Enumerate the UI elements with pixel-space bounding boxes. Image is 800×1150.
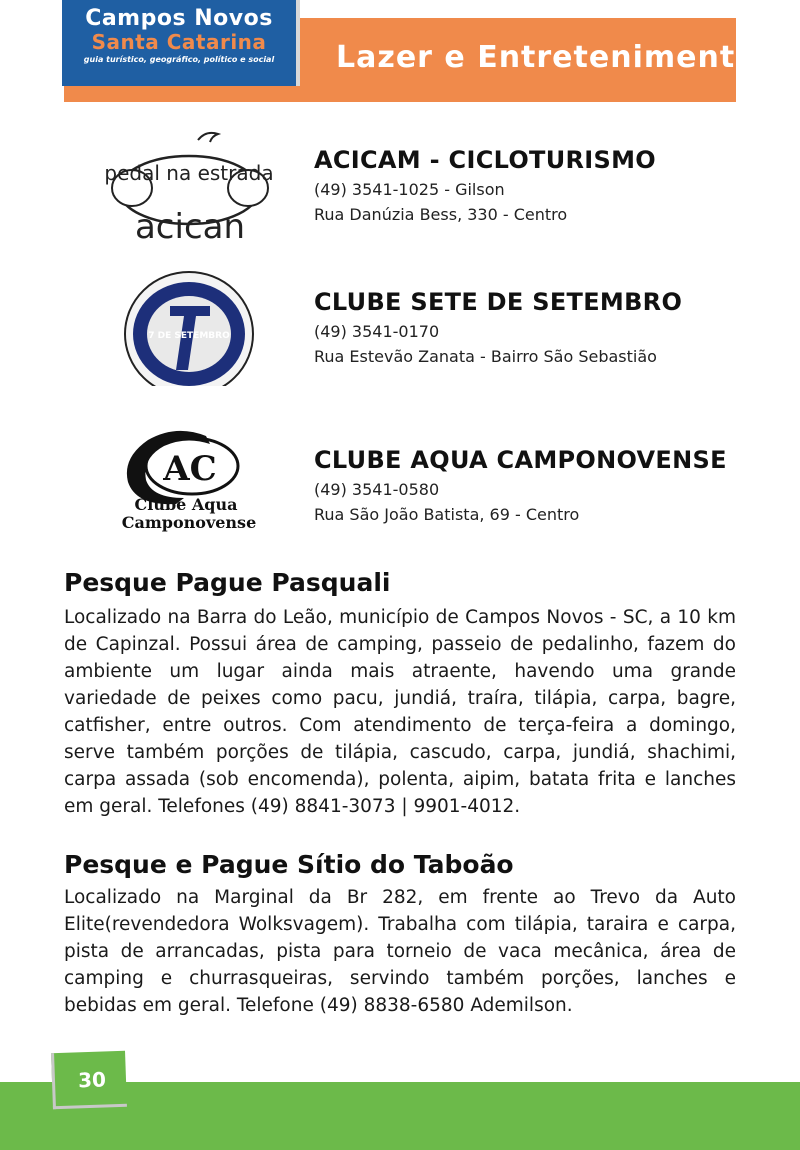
club-entry-acicam (0, 122, 800, 262)
club-name: CLUBE AQUA CAMPONOVENSE (314, 446, 727, 474)
svg-text:pedal na estrada: pedal na estrada (106, 161, 272, 185)
svg-text:Clube Aqua: Clube Aqua (134, 495, 238, 514)
brand-subtitle: Santa Catarina (91, 30, 267, 54)
club-address: Rua São João Batista, 69 - Centro (314, 505, 580, 524)
svg-text:AC: AC (163, 449, 217, 489)
club-entry-sete-de-setembro (0, 264, 800, 404)
club-entry-aqua-camponovense (0, 422, 800, 562)
round-emblem-logo-icon (106, 266, 272, 386)
club-address: Rua Estevão Zanata - Bairro São Sebastião (314, 347, 657, 366)
brand-tagline: guia turístico, geográfico, político e social (83, 55, 275, 64)
club-phone: (49) 3541-1025 - Gilson (314, 180, 505, 199)
article-body: Localizado na Marginal da Br 282, em frente ao Trevo da Auto Elite(revendedora Wolksvagem). Trabalha com tilápia, taraira e carpa, pista de arrancadas, pista para torneio de vaca mecânica, área de camping e churrasqueiras, servindo também porções, lanches e bebidas em geral. Telefone (49) 8838-6580 Ademilson. (64, 887, 736, 1016)
bicycle-logo-icon (106, 126, 272, 246)
page-number: 30 (77, 1067, 107, 1093)
club-name: CLUBE SETE DE SETEMBRO (314, 288, 683, 316)
club-name: ACICAM - CICLOTURISMO (314, 146, 656, 174)
club-phone: (49) 3541-0170 (314, 322, 440, 341)
club-address: Rua Danúzia Bess, 330 - Centro (314, 205, 568, 224)
section-title: Lazer e Entretenimento (336, 40, 757, 75)
article-title: Pesque e Pague Sítio do Taboão (64, 850, 514, 879)
ac-monogram-logo-icon (106, 422, 272, 542)
svg-text:acican: acican (134, 207, 246, 246)
svg-text:7 DE SETEMBRO: 7 DE SETEMBRO (148, 331, 230, 341)
svg-text:Camponovense: Camponovense (121, 513, 257, 532)
article-title: Pesque Pague Pasquali (64, 568, 391, 597)
brand-title: Campos Novos (85, 6, 273, 31)
article-body: Localizado na Barra do Leão, município de Campos Novos - SC, a 10 km de Capinzal. Possui área de camping, passeio de pedalinho, fazem do ambiente um lugar ainda mais atraente, havendo uma grande variedade de peixes como pacu, jundiá, traíra, tilápia, carpa, bagre, catfisher, entre outros. Com atendimento de terça-feira a domingo, serve também porções de tilápia, cascudo, carpa, jundiá, shachimi, carpa assada (sob encomenda), polenta, aipim, batata frita e lanches em geral. Telefones (49) 8841-3073 | 9901-4012. (64, 607, 736, 817)
brand-box (62, 0, 300, 86)
club-phone: (49) 3541-0580 (314, 480, 440, 499)
page-number-tab (51, 1051, 127, 1110)
